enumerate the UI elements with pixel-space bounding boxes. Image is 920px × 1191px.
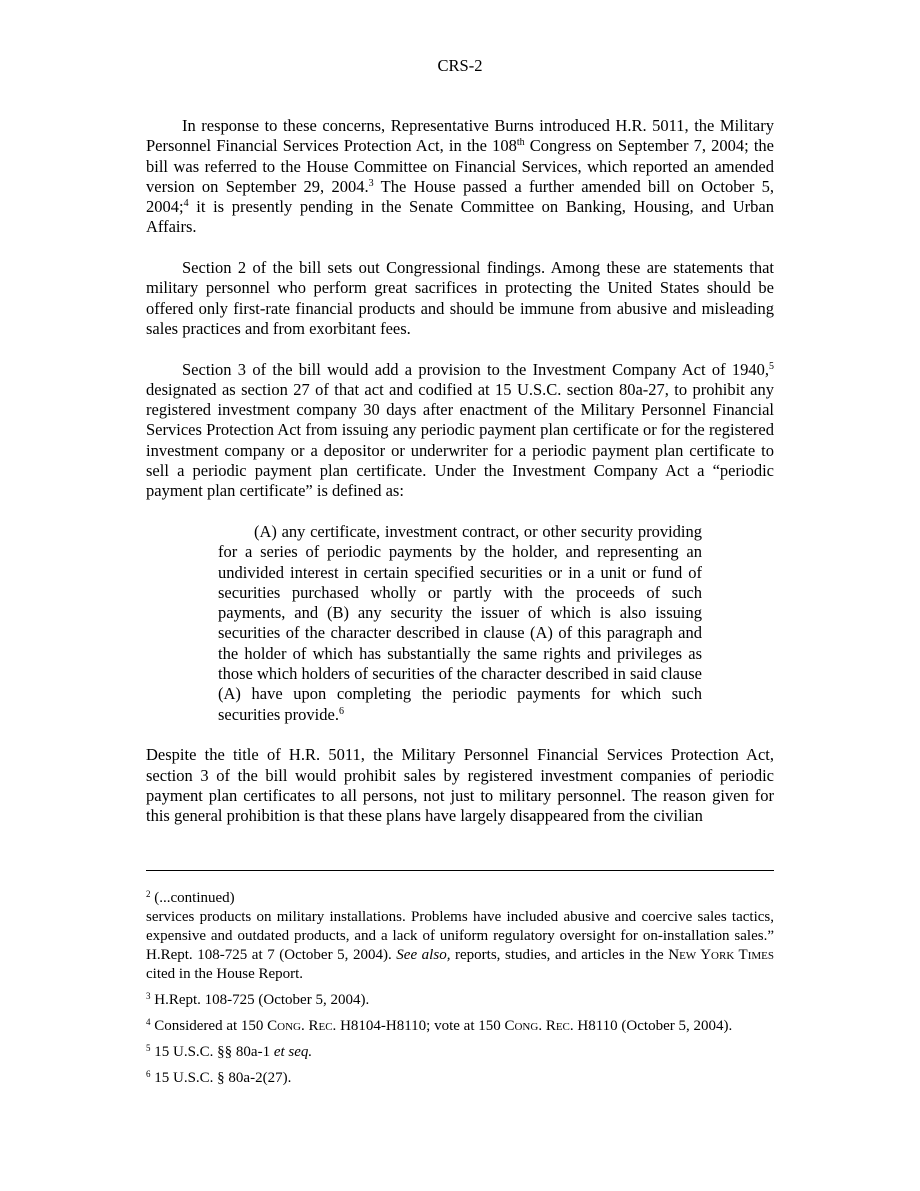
text-run: Considered at 150 xyxy=(150,1018,268,1034)
text-run: cited in the House Report. xyxy=(146,966,304,982)
text-run: 15 U.S.C. § 80a-2(27). xyxy=(150,1070,292,1086)
text-run: services products on military installations. Problems have included abusive and coercive sales tactics, expensive and outdated products, and a lack of uniform regulatory oversight for on-installation sales.” H.Rept. 108-725 at 7 (October 5, 2004). xyxy=(146,909,774,963)
small-caps-text: Cong. Rec. xyxy=(267,1018,337,1034)
paragraph-section-3 xyxy=(146,360,774,502)
text-run: H8104-H8110; vote at 150 xyxy=(336,1018,505,1034)
text-run: Despite the title of H.R. 5011, the Military Personnel Financial Services Protection Act, section 3 of the bill would prohibit sales by registered investment companies of periodic payment plan certificates to all persons, not just to military personnel. The reason given for this general prohibition is that these plans have largely disappeared from the civilian xyxy=(146,745,774,826)
text-run: (A) any certificate, investment contract, or other security providing for a series of periodic payments by the holder, and representing an undivided interest in certain specified securities or in a unit or fund of securities purchased wholly or partly with the proceeds of such payments, and (B) any security the issuer of which is also issuing securities of the character described in clause (A) of this paragraph and the holder of which has substantially the same rights and privileges as those which holders of securities of the character described in said clause (A) have upon completing the periodic payments for which such securities provide. xyxy=(218,521,702,724)
text-run: In response to these concerns, Representative Burns introduced H.R. 5011, the Military Personnel Financial Services Protection Act, in the 108 xyxy=(146,116,774,156)
body-text xyxy=(146,116,774,826)
footnote-2-continued xyxy=(146,889,774,984)
text-run: H8110 (October 5, 2004). xyxy=(573,1018,733,1034)
superscript-ordinal: th xyxy=(516,137,525,149)
footnote-4 xyxy=(146,1017,774,1036)
footnotes-section xyxy=(146,889,774,1095)
footnote-continued-label xyxy=(146,889,774,908)
footnote-number: 2 xyxy=(146,889,151,899)
text-run: designated as section 27 of that act and codified at 15 U.S.C. section 80a-27, to prohibit any registered investment company 30 days after enactment of the Military Personnel Financial Services Protection Act from issuing any periodic payment plan certificate or for the registered investment company or a depositor or underwriter for a periodic payment plan certificate to sell a periodic payment plan certificate. Under the Investment Company Act a “periodic payment plan certificate” is defined as: xyxy=(146,379,774,501)
footnote-number: 3 xyxy=(146,991,151,1001)
text-run: Congress on September 7, 2004; the bill was referred to the House Committee on Financial Services, which reported an amended version on September 29, 2004. xyxy=(146,136,774,196)
footnote-number: 4 xyxy=(146,1017,151,1027)
text-run: (...continued) xyxy=(150,890,235,906)
text-run: reports, studies, and articles in the xyxy=(450,947,669,963)
paragraph-hr5011-introduction xyxy=(146,116,774,238)
text-run: it is presently pending in the Senate Committee on Banking, Housing, and Urban Affairs. xyxy=(146,197,774,237)
text-run: Section 2 of the bill sets out Congressional findings. Among these are statements that military personnel who perform great sacrifices in protecting the United States should be offered only first-rate financial products and should be immune from abusive and misleading sales practices and from exorbitant fees. xyxy=(146,258,774,338)
page-number-header: CRS-2 xyxy=(437,56,483,75)
paragraph-section-2 xyxy=(146,258,774,339)
text-run: H.Rept. 108-725 (October 5, 2004). xyxy=(150,992,370,1008)
footnote-number: 6 xyxy=(146,1069,151,1079)
footnote-number: 5 xyxy=(146,1043,151,1053)
text-run: 15 U.S.C. §§ 80a-1 xyxy=(150,1044,274,1060)
footnote-ref-6[interactable]: 6 xyxy=(338,705,344,717)
paragraph-despite-title xyxy=(146,745,774,826)
footnote-6 xyxy=(146,1069,774,1088)
text-run: The House passed a further amended bill on October 5, 2004; xyxy=(146,176,774,217)
small-caps-text: Cong. Rec. xyxy=(504,1018,574,1034)
footnote-3 xyxy=(146,991,774,1010)
footnote-ref-4[interactable]: 4 xyxy=(183,198,189,210)
italic-text: See also, xyxy=(396,947,451,963)
footnote-5 xyxy=(146,1043,774,1062)
block-quote-definition xyxy=(218,522,702,725)
footnote-ref-5[interactable]: 5 xyxy=(769,360,774,372)
small-caps-text: New York Times xyxy=(668,947,775,963)
footnote-separator-line xyxy=(146,870,774,871)
text-run: Section 3 of the bill would add a provision to the Investment Company Act of 1940, xyxy=(182,359,769,379)
footnote-ref-3[interactable]: 3 xyxy=(368,177,374,189)
italic-text: et seq. xyxy=(273,1044,313,1060)
